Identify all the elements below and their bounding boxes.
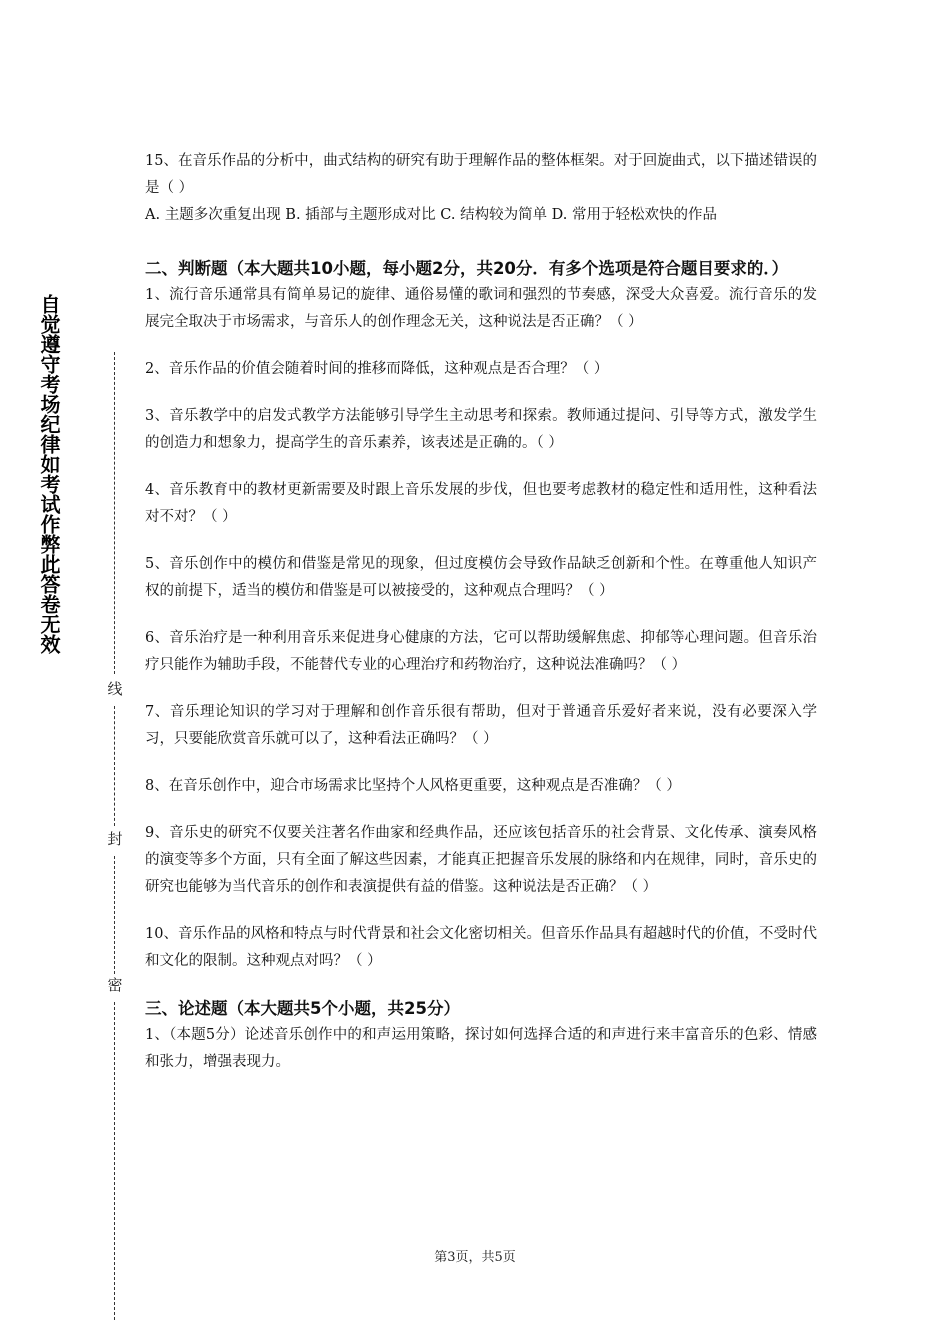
tf-question-8: 8、在音乐创作中，迎合市场需求比坚持个人风格更重要，这种观点是否准确？（ ）	[145, 778, 681, 794]
page-number: 第3页，共5页	[434, 1250, 516, 1265]
section-2-title: 二、判断题（本大题共10小题，每小题2分，共20分．有多个选项是符合题目要求的．）	[145, 259, 789, 278]
tf-question-4: 4、音乐教育中的教材更新需要及时跟上音乐发展的步伐，但也要考虑教材的稳定性和适用性，这种看法对不对？（ ）	[145, 482, 817, 525]
tf-question-2: 2、音乐作品的价值会随着时间的推移而降低，这种观点是否合理？（ ）	[145, 361, 609, 377]
question-15-stem: 15、在音乐作品的分析中，曲式结构的研究有助于理解作品的整体框架。对于回旋曲式，以下描述错误的是（ ）	[145, 153, 817, 196]
tf-question-1: 1、流行音乐通常具有简单易记的旋律、通俗易懂的歌词和强烈的节奏感，深受大众喜爱。流行音乐的发展完全取决于市场需求，与音乐人的创作理念无关，这种说法是否正确？（ ）	[145, 287, 817, 330]
seal-dashed-line	[114, 352, 115, 674]
essay-question-1: 1、（本题5分）论述音乐创作中的和声运用策略，探讨如何选择合适的和声进行来丰富音乐的色彩、情感和张力，增强表现力。	[145, 1027, 817, 1070]
tf-question-7: 7、音乐理论知识的学习对于理解和创作音乐很有帮助，但对于普通音乐爱好者来说，没有必要深入学习，只要能欣赏音乐就可以了，这种看法正确吗？（ ）	[145, 704, 817, 747]
seal-dashed-line	[114, 706, 115, 826]
seal-dashed-line	[114, 856, 115, 974]
section-3-title: 三、论述题（本大题共5个小题，共25分）	[145, 999, 460, 1018]
tf-question-3: 3、音乐教学中的启发式教学方法能够引导学生主动思考和探索。教师通过提问、引导等方式，激发学生的创造力和想象力，提高学生的音乐素养，该表述是正确的。（ ）	[145, 408, 817, 451]
exam-discipline-warning: 自觉遵守考场纪律如考试作弊此答卷无效	[37, 294, 61, 654]
tf-question-6: 6、音乐治疗是一种利用音乐来促进身心健康的方法，它可以帮助缓解焦虑、抑郁等心理问题。但音乐治疗只能作为辅助手段，不能替代专业的心理治疗和药物治疗，这种说法准确吗？（ ）	[145, 630, 817, 673]
seal-char-xian: 线	[105, 680, 125, 698]
exam-content	[145, 148, 817, 1076]
question-15-options: A. 主题多次重复出现 B. 插部与主题形成对比 C. 结构较为简单 D. 常用于轻松欢快的作品	[145, 207, 718, 223]
seal-char-feng: 封	[105, 830, 125, 848]
tf-question-5: 5、音乐创作中的模仿和借鉴是常见的现象，但过度模仿会导致作品缺乏创新和个性。在尊重他人知识产权的前提下，适当的模仿和借鉴是可以被接受的，这种观点合理吗？（ ）	[145, 556, 817, 599]
seal-dashed-line	[114, 1002, 115, 1320]
tf-question-9: 9、音乐史的研究不仅要关注著名作曲家和经典作品，还应该包括音乐的社会背景、文化传承、演奏风格的演变等多个方面，只有全面了解这些因素，才能真正把握音乐发展的脉络和内在规律，同时，音乐史的研究也能够为当代音乐的创作和表演提供有益的借鉴。这种说法是否正确？（ ）	[145, 825, 817, 895]
seal-char-mi: 密	[105, 976, 125, 994]
tf-question-10: 10、音乐作品的风格和特点与时代背景和社会文化密切相关。但音乐作品具有超越时代的价值，不受时代和文化的限制。这种观点对吗？（ ）	[145, 926, 817, 969]
